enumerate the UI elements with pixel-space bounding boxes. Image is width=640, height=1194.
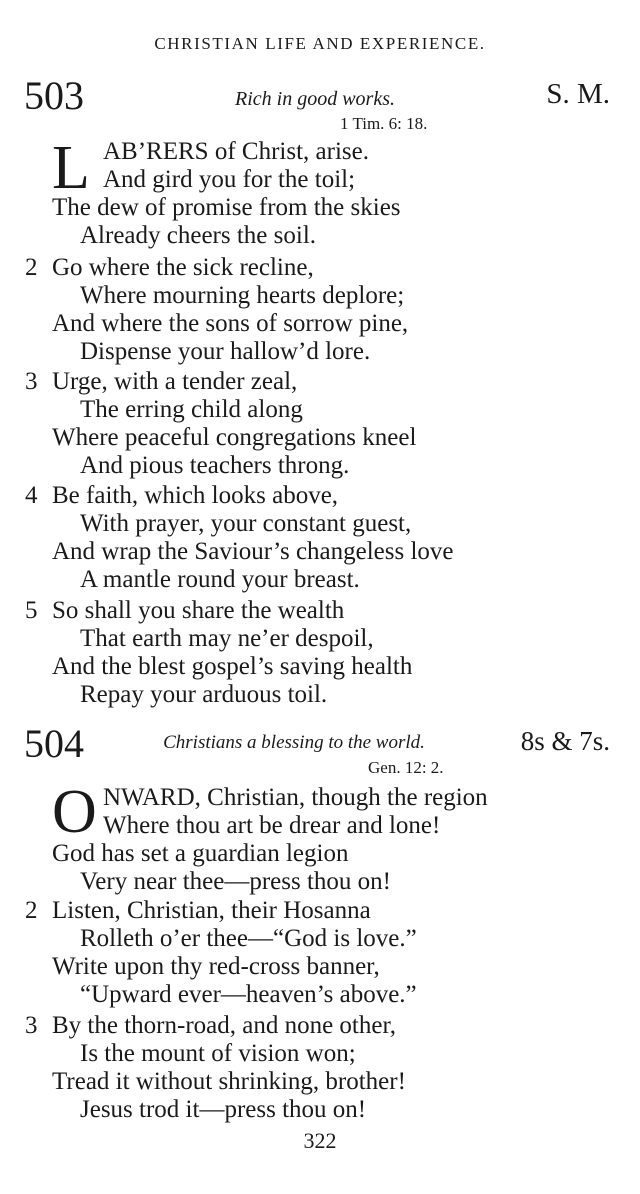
hymn-meter: S. M. <box>546 78 610 110</box>
hymn-503-verse-2 <box>0 254 640 366</box>
verse-line: A mantle round your breast. <box>80 566 360 593</box>
verse-line: And wrap the Saviour’s changeless love <box>52 538 454 565</box>
hymn-503-verse-5 <box>0 597 640 709</box>
verse-line: Already cheers the soil. <box>80 222 317 249</box>
verse-line: NWARD, Christian, though the region <box>103 784 488 811</box>
scripture-reference: 1 Tim. 6: 18. <box>340 114 428 133</box>
hymn-504-verse-2 <box>0 897 640 1009</box>
verse-line: Is the mount of vision won; <box>80 1040 356 1067</box>
verse-line: So shall you share the wealth <box>52 597 345 624</box>
page-header: CHRISTIAN LIFE AND EXPERIENCE. <box>154 34 486 53</box>
verse-line: Jesus trod it—press thou on! <box>80 1096 367 1123</box>
verse-line: Tread it without shrinking, brother! <box>52 1068 406 1095</box>
verse-number: 4 <box>25 482 38 509</box>
verse-line: That earth may ne’er despoil, <box>80 625 374 652</box>
scripture-reference: Gen. 12: 2. <box>368 758 444 777</box>
verse-number: 3 <box>25 1012 38 1039</box>
verse-line: Listen, Christian, their Hosanna <box>52 897 371 924</box>
verse-line: Repay your arduous toil. <box>80 681 328 708</box>
verse-line: Very near thee—press thou on! <box>80 868 392 895</box>
verse-line: Where thou art be drear and lone! <box>103 812 441 839</box>
verse-number: 2 <box>25 254 38 281</box>
hymn-503-verse-4 <box>0 482 640 594</box>
verse-line: God has set a guardian legion <box>52 840 349 867</box>
verse-line: Urge, with a tender zeal, <box>52 368 298 395</box>
verse-number: 3 <box>25 368 38 395</box>
hymn-meter: 8s & 7s. <box>520 726 610 756</box>
verse-line: Go where the sick recline, <box>52 254 314 281</box>
page-number: 322 <box>303 1128 337 1153</box>
verse-number: 2 <box>25 897 38 924</box>
verse-line: And where the sons of sorrow pine, <box>52 310 409 337</box>
verse-line: AB’RERS of Christ, arise. <box>103 138 369 165</box>
verse-line: “Upward ever—heaven’s above.” <box>80 981 417 1008</box>
verse-line: And gird you for the toil; <box>103 166 356 193</box>
hymn-504-verse-1 <box>0 778 640 896</box>
hymn-title: Christians a blessing to the world. <box>163 732 425 753</box>
verse-line: And the blest gospel’s saving health <box>52 653 413 680</box>
hymn-number: 504 <box>24 721 84 766</box>
hymn-503-verse-3 <box>0 368 640 480</box>
hymn-number: 503 <box>24 73 84 118</box>
verse-line: By the thorn-road, and none other, <box>52 1012 397 1039</box>
verse-line: And pious teachers throng. <box>80 452 350 479</box>
hymn-503-verse-1 <box>0 134 640 250</box>
verse-line: Be faith, which looks above, <box>52 482 339 509</box>
drop-cap: O <box>52 778 97 846</box>
hymn-title: Rich in good works. <box>235 88 395 110</box>
verse-number: 5 <box>25 597 38 624</box>
verse-line: The dew of promise from the skies <box>52 194 401 221</box>
verse-line: Dispense your hallow’d lore. <box>80 338 371 365</box>
verse-line: Rolleth o’er thee—“God is love.” <box>80 925 417 952</box>
verse-line: The erring child along <box>80 396 303 423</box>
drop-cap: L <box>52 134 90 202</box>
verse-line: Where mourning hearts deplore; <box>80 282 405 309</box>
verse-line: Where peaceful congregations kneel <box>52 424 417 451</box>
verse-line: Write upon thy red-cross banner, <box>52 953 380 980</box>
hymn-504-verse-3 <box>0 1012 640 1124</box>
verse-line: With prayer, your constant guest, <box>80 510 412 537</box>
